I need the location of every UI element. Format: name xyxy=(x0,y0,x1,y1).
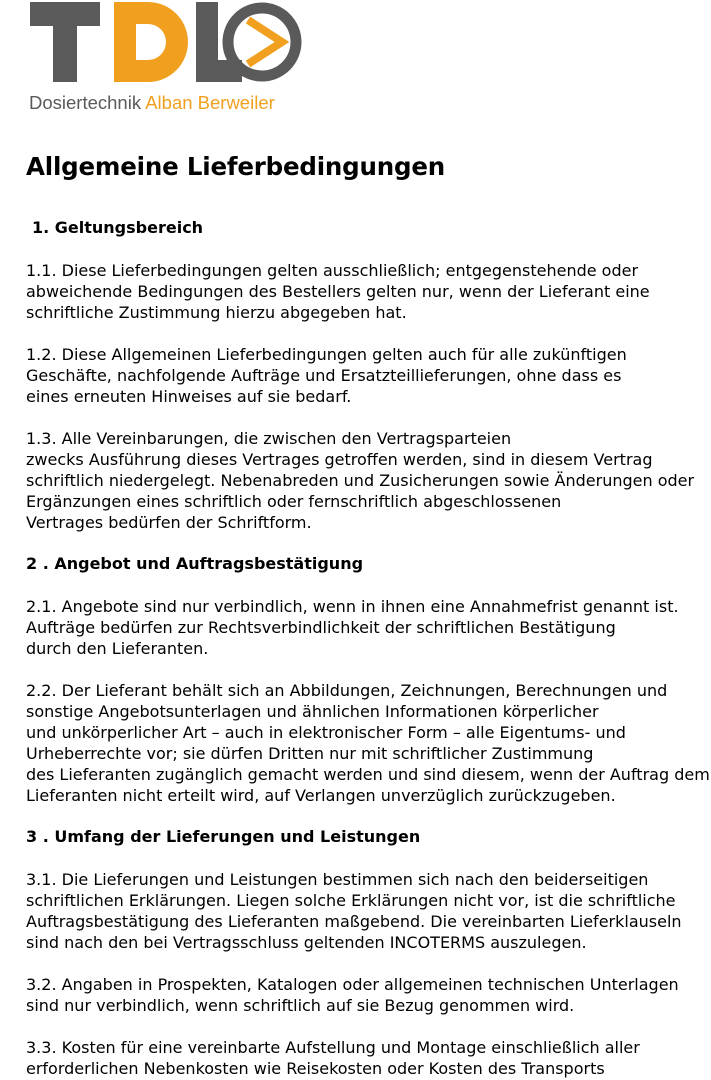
text-line: sind nach den bei Vertragsschluss geltenden INCOTERMS auszulegen. xyxy=(26,933,587,952)
text-line: Lieferanten nicht erteilt wird, auf Verlangen unverzüglich zurückzugeben. xyxy=(26,786,616,805)
text-line: durch den Lieferanten. xyxy=(26,639,209,658)
text-line: Aufträge bedürfen zur Rechtsverbindlichkeit der schriftlichen Bestätigung xyxy=(26,618,616,637)
text-line: 3.1. Die Lieferungen und Leistungen bestimmen sich nach den beiderseitigen xyxy=(26,870,649,889)
text-line: sonstige Angebotsunterlagen und ähnlichen Informationen körperlicher xyxy=(26,702,599,721)
text-line: zwecks Ausführung dieses Vertrages getroffen werden, sind in diesem Vertrag xyxy=(26,450,653,469)
text-line: Urheberrechte vor; sie dürfen Dritten nur mit schriftlicher Zustimmung xyxy=(26,744,594,763)
section-heading-3: 3 . Umfang der Lieferungen und Leistungen xyxy=(26,827,421,846)
text-line: 1.3. Alle Vereinbarungen, die zwischen den Vertragsparteien xyxy=(26,429,512,448)
text-line: 3.2. Angaben in Prospekten, Katalogen oder allgemeinen technischen Unterlagen xyxy=(26,975,679,994)
text-line: schriftlichen Erklärungen. Liegen solche Erklärungen nicht vor, ist die schriftliche xyxy=(26,891,676,910)
company-logo xyxy=(26,0,316,116)
text-line: Auftragsbestätigung des Lieferanten maßgebend. Die vereinbarten Lieferklauseln xyxy=(26,912,682,931)
text-line: 3.3. Kosten für eine vereinbarte Aufstellung und Montage einschließlich aller xyxy=(26,1038,640,1057)
document-title: Allgemeine Lieferbedingungen xyxy=(26,152,445,181)
paragraph-2-1 xyxy=(26,596,679,659)
paragraph-2-2 xyxy=(26,680,710,806)
text-line: sind nur verbindlich, wenn schriftlich auf sie Bezug genommen wird. xyxy=(26,996,575,1015)
text-line: schriftlich niedergelegt. Nebenabreden und Zusicherungen sowie Änderungen oder xyxy=(26,471,695,490)
paragraph-3-2 xyxy=(26,974,679,1016)
paragraph-1-1 xyxy=(26,260,650,323)
paragraph-1-3 xyxy=(26,428,694,533)
text-line: Geschäfte, nachfolgende Aufträge und Ersatzteillieferungen, ohne dass es xyxy=(26,366,622,385)
text-line: eines erneuten Hinweises auf sie bedarf. xyxy=(26,387,352,406)
paragraph-3-1 xyxy=(26,869,682,953)
text-line: 2.1. Angebote sind nur verbindlich, wenn in ihnen eine Annahmefrist genannt ist. xyxy=(26,597,679,616)
text-line: abweichende Bedingungen des Bestellers gelten nur, wenn der Lieferant eine xyxy=(26,282,650,301)
text-line: 2.2. Der Lieferant behält sich an Abbildungen, Zeichnungen, Berechnungen und xyxy=(26,681,668,700)
text-line: 1.2. Diese Allgemeinen Lieferbedingungen gelten auch für alle zukünftigen xyxy=(26,345,627,364)
paragraph-1-2 xyxy=(26,344,627,407)
svg-text:Dosiertechnik Alban Berweiler: Dosiertechnik Alban Berweiler xyxy=(29,92,275,113)
text-line: erforderlichen Nebenkosten wie Reisekosten oder Kosten des Transports xyxy=(26,1059,605,1078)
tdl-logo-graphic xyxy=(26,0,316,116)
text-line: des Lieferanten zugänglich gemacht werden und sind diesem, wenn der Auftrag dem xyxy=(26,765,710,784)
text-line: schriftliche Zustimmung hierzu abgegeben hat. xyxy=(26,303,407,322)
text-line: 1.1. Diese Lieferbedingungen gelten ausschließlich; entgegenstehende oder xyxy=(26,261,639,280)
text-line: Ergänzungen eines schriftlich oder fernschriftlich abgeschlossenen xyxy=(26,492,562,511)
text-line: und unkörperlicher Art – auch in elektronischer Form – alle Eigentums- und xyxy=(26,723,626,742)
section-heading-2: 2 . Angebot und Auftragsbestätigung xyxy=(26,554,364,573)
paragraph-3-3 xyxy=(26,1037,640,1079)
text-line: Vertrages bedürfen der Schriftform. xyxy=(26,513,312,532)
section-heading-1: 1. Geltungsbereich xyxy=(32,218,204,237)
